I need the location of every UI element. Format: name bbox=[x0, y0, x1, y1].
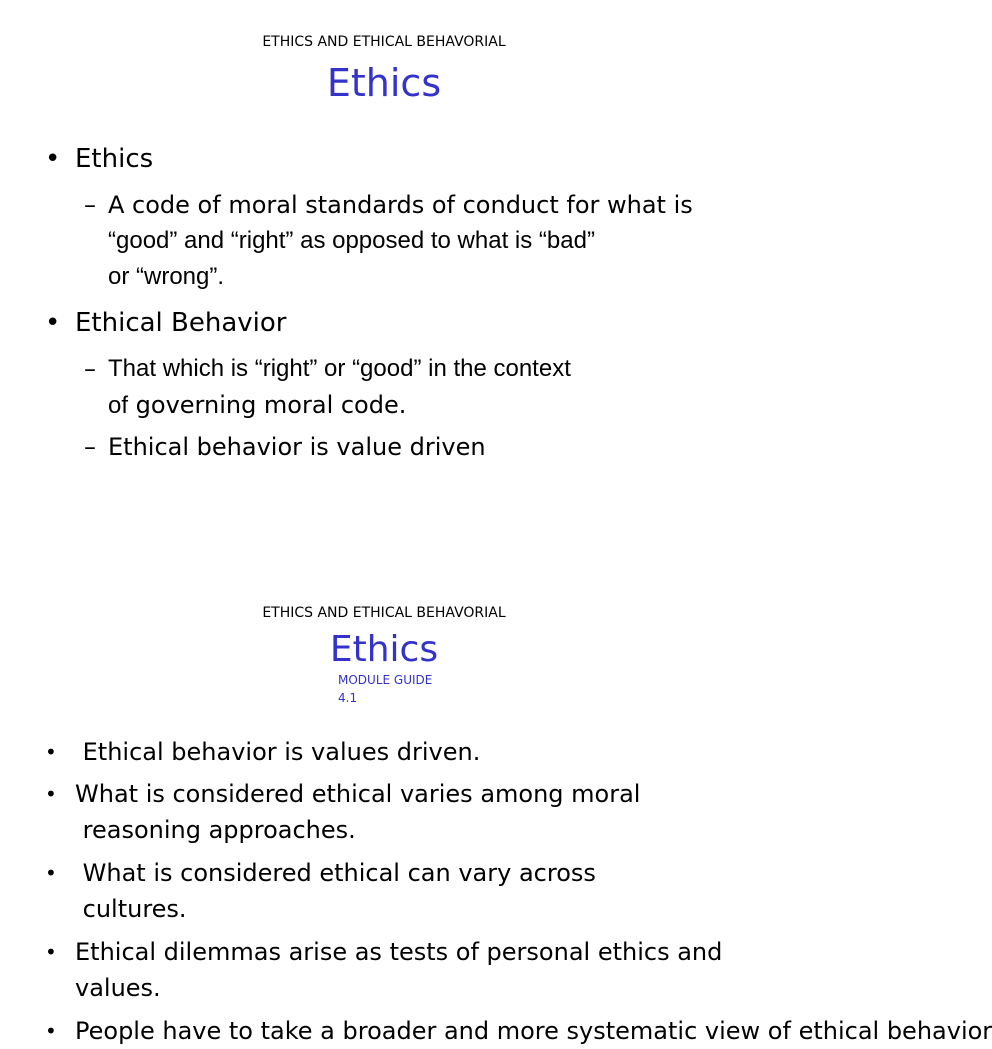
bullet-item bbox=[45, 1013, 992, 1049]
bullet-dot: • bbox=[45, 308, 61, 338]
bullet-text: cultures. bbox=[75, 895, 187, 923]
bullet-text: Ethical dilemmas arise as tests of personal ethics and bbox=[75, 938, 723, 966]
sub-bullet-item bbox=[84, 187, 744, 295]
bullet-item bbox=[45, 141, 745, 177]
bullet-text: People have to take a broader and more systematic view of ethical behavior bbox=[75, 1017, 992, 1045]
module-guide-number: 4.1 bbox=[338, 691, 358, 705]
bullet-text: What is considered ethical varies among moral bbox=[75, 780, 641, 808]
sub-bullet-line: governing moral code. bbox=[128, 391, 407, 419]
sub-bullet-line: A code of moral standards of conduct for what is bbox=[108, 191, 693, 219]
sub-bullet-line: “good” and “right” as opposed to what is “bad” bbox=[108, 227, 595, 254]
bullet-text: Ethical Behavior bbox=[75, 308, 287, 338]
bullet-dash: – bbox=[84, 191, 96, 219]
bullet-dot: • bbox=[45, 861, 57, 885]
bullet-item bbox=[45, 305, 745, 341]
bullet-item bbox=[45, 934, 745, 1006]
bullet-item bbox=[45, 734, 745, 770]
bullet-text: reasoning approaches. bbox=[75, 816, 356, 844]
bullet-dot: • bbox=[45, 740, 57, 764]
module-guide-label: MODULE GUIDE bbox=[338, 673, 433, 687]
sub-bullet-line: of bbox=[108, 392, 129, 419]
slide-title: Ethics bbox=[329, 629, 439, 670]
bullet-item bbox=[45, 855, 745, 927]
slide-title: Ethics bbox=[326, 61, 442, 105]
bullet-dot: • bbox=[45, 940, 57, 964]
bullet-text: values. bbox=[75, 974, 161, 1002]
bullet-dot: • bbox=[45, 1019, 57, 1043]
sub-bullet-item bbox=[84, 351, 744, 423]
bullet-dash: – bbox=[84, 355, 96, 383]
slide-header: ETHICS AND ETHICAL BEHAVORIAL bbox=[262, 605, 506, 621]
sub-bullet-line: That which is “right” or “good” in the context bbox=[108, 355, 571, 382]
slide-1 bbox=[0, 0, 768, 540]
sub-bullet-item bbox=[84, 429, 744, 465]
bullet-item bbox=[45, 776, 745, 848]
slide-2 bbox=[0, 570, 992, 1045]
bullet-dot: • bbox=[45, 782, 57, 806]
bullet-text: Ethics bbox=[75, 144, 154, 174]
bullet-text: What is considered ethical can vary across bbox=[75, 859, 596, 887]
sub-bullet-line: or “wrong”. bbox=[108, 263, 225, 290]
slide-header: ETHICS AND ETHICAL BEHAVORIAL bbox=[262, 34, 506, 50]
bullet-text: Ethical behavior is values driven. bbox=[75, 738, 481, 766]
sub-bullet-line: Ethical behavior is value driven bbox=[108, 433, 486, 461]
bullet-dot: • bbox=[45, 144, 61, 174]
bullet-dash: – bbox=[84, 433, 96, 461]
